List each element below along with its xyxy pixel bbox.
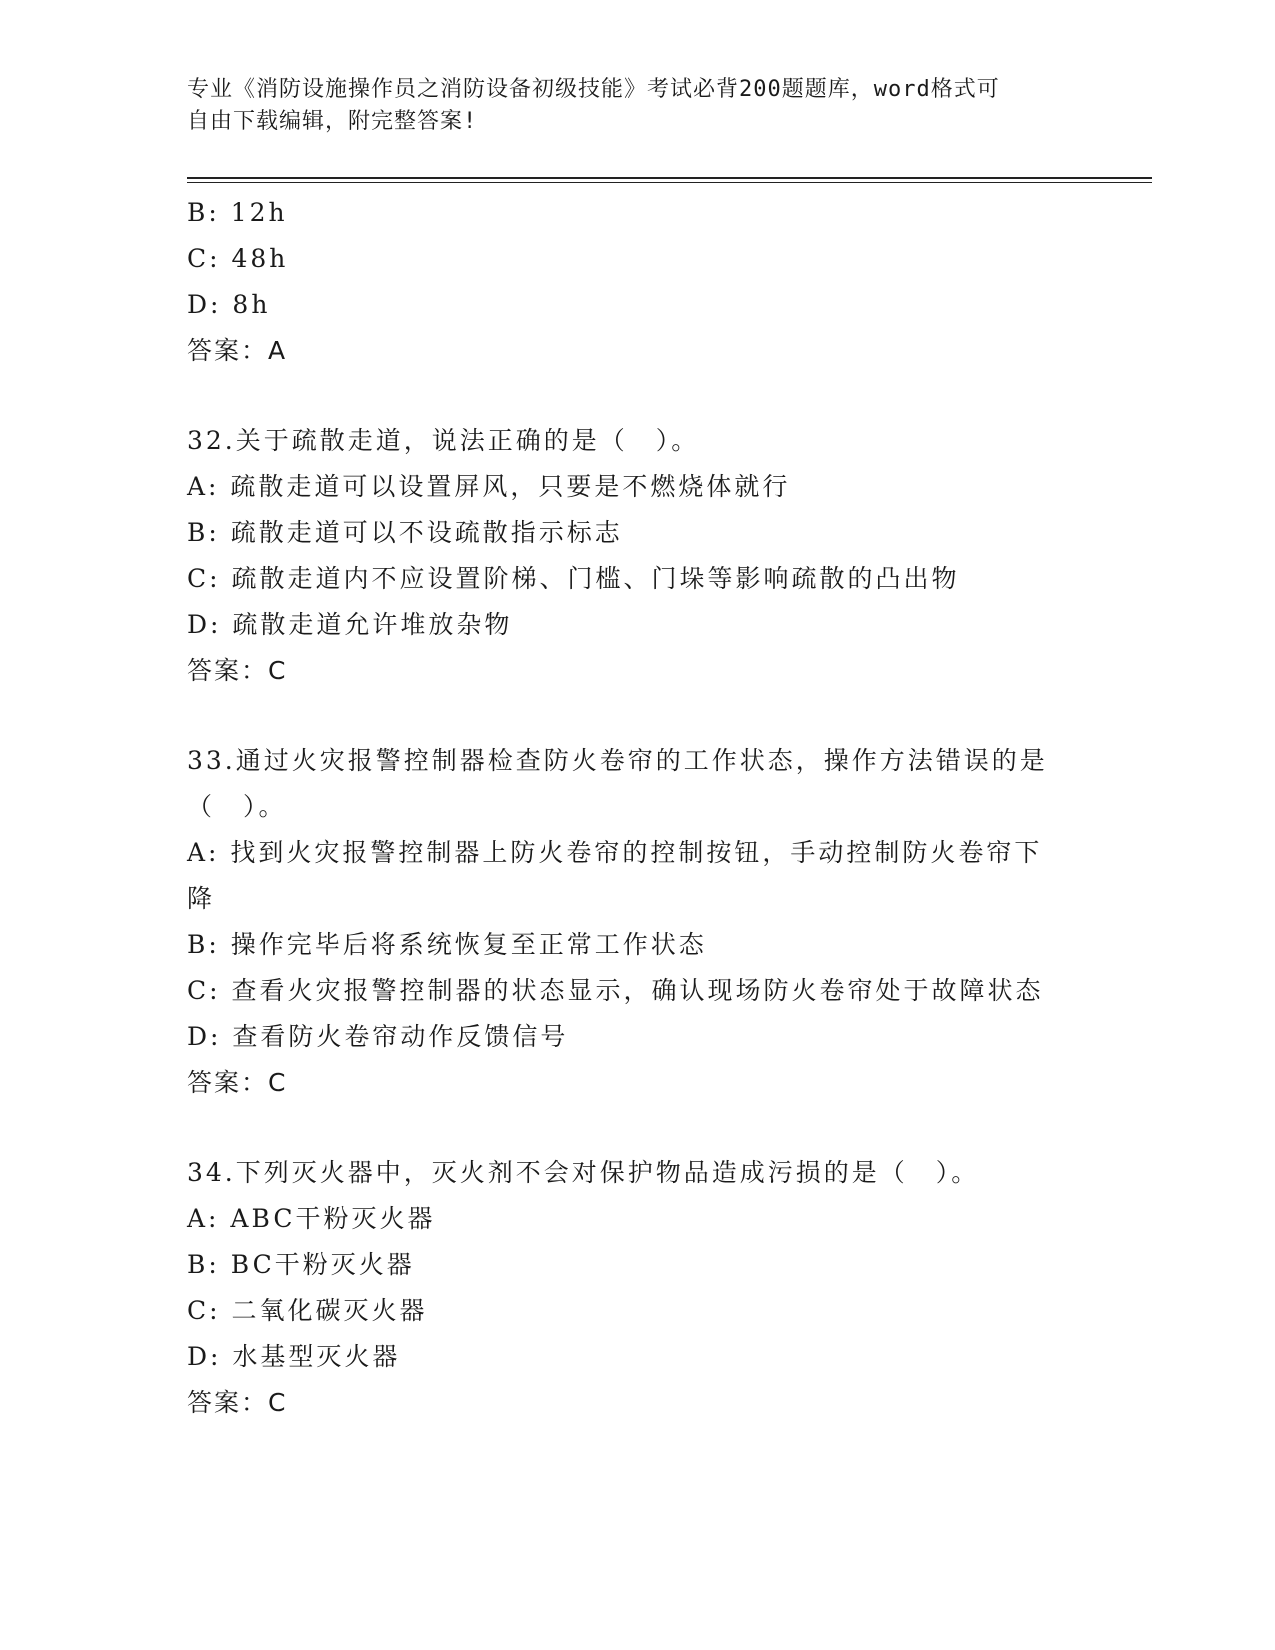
question-32 — [187, 418, 1087, 694]
option-c: C: 48h — [187, 244, 289, 273]
answer-line: 答案：A — [187, 336, 288, 365]
option-c: C: 二氧化碳灭火器 — [187, 1296, 428, 1325]
question-stem: 33.通过火灾报警控制器检查防火卷帘的工作状态，操作方法错误的是 — [187, 746, 1048, 775]
option-c: C: 疏散走道内不应设置阶梯、门槛、门垛等影响疏散的凸出物 — [187, 564, 960, 593]
option-b: B: 12h — [187, 198, 288, 227]
option-a: A: 疏散走道可以设置屏风，只要是不燃烧体就行 — [187, 472, 791, 501]
question-stem-continued: （ ）。 — [187, 792, 287, 821]
question-34 — [187, 1150, 1087, 1426]
option-b: B: BC干粉灭火器 — [187, 1250, 415, 1279]
answer-line: 答案：C — [187, 1068, 288, 1097]
option-b: B: 疏散走道可以不设疏散指示标志 — [187, 518, 623, 547]
question-list — [187, 190, 1087, 1426]
option-a: A: ABC干粉灭火器 — [187, 1204, 436, 1233]
header-rule-thick — [187, 177, 1152, 179]
option-a: A: 找到火灾报警控制器上防火卷帘的控制按钮，手动控制防火卷帘下 — [187, 838, 1043, 867]
answer-line: 答案：C — [187, 1388, 288, 1417]
spacer — [187, 1106, 1087, 1150]
option-d: D: 水基型灭火器 — [187, 1342, 401, 1371]
document-header — [187, 74, 1067, 138]
option-d: D: 查看防火卷帘动作反馈信号 — [187, 1022, 569, 1051]
option-d: D: 疏散走道允许堆放杂物 — [187, 610, 513, 639]
spacer — [187, 374, 1087, 418]
question-31-continuation — [187, 190, 1087, 374]
header-line-1: 专业《消防设施操作员之消防设备初级技能》考试必背200题题库，word格式可 — [187, 77, 1000, 102]
answer-line: 答案：C — [187, 656, 288, 685]
question-33 — [187, 738, 1087, 1106]
question-stem: 34.下列灭火器中，灭火剂不会对保护物品造成污损的是（ ）。 — [187, 1158, 980, 1187]
spacer — [187, 694, 1087, 738]
question-stem: 32.关于疏散走道，说法正确的是（ ）。 — [187, 426, 700, 455]
option-c: C: 查看火灾报警控制器的状态显示，确认现场防火卷帘处于故障状态 — [187, 976, 1044, 1005]
option-b: B: 操作完毕后将系统恢复至正常工作状态 — [187, 930, 707, 959]
header-rule-thin — [187, 182, 1152, 183]
option-a-continued: 降 — [187, 884, 216, 913]
option-d: D: 8h — [187, 290, 271, 319]
header-line-2: 自由下载编辑，附完整答案! — [187, 109, 478, 134]
